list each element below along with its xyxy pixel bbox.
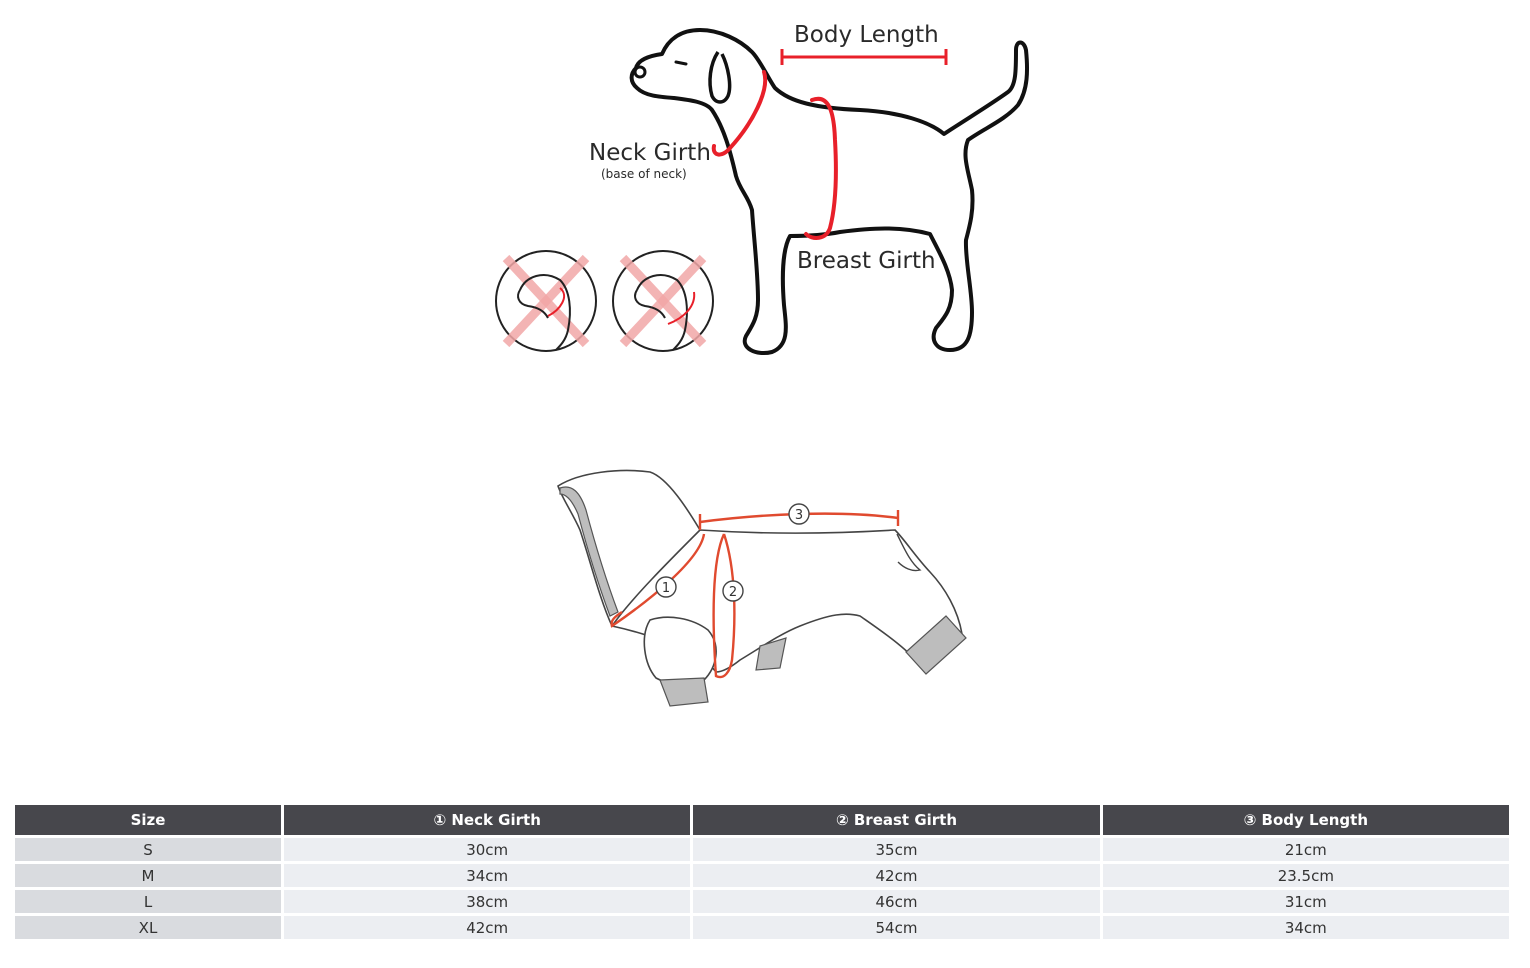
neck-girth-label: Neck Girth <box>589 140 711 166</box>
wrong-example-2 <box>613 251 713 351</box>
breast-girth-label: Breast Girth <box>797 248 936 274</box>
svg-text:1: 1 <box>661 581 671 596</box>
body-length-cell: 23.5cm <box>1103 864 1509 887</box>
header-size: Size <box>15 805 281 835</box>
neck-girth-cell: 30cm <box>284 838 690 861</box>
table-row <box>15 890 1509 913</box>
dog-nose <box>635 67 645 77</box>
neck-girth-line <box>714 72 765 155</box>
body-length-label: Body Length <box>794 22 939 48</box>
size-cell: L <box>15 890 281 913</box>
garment-measurement-diagram <box>548 462 978 712</box>
body-length-bracket <box>782 49 946 65</box>
table-header-row <box>15 805 1509 835</box>
neck-girth-cell: 38cm <box>284 890 690 913</box>
breast-girth-cell: 54cm <box>693 916 1099 939</box>
dog-ear <box>710 52 730 102</box>
breast-girth-cell: 35cm <box>693 838 1099 861</box>
size-cell: M <box>15 864 281 887</box>
breast-girth-cell: 42cm <box>693 864 1099 887</box>
neck-girth-sublabel: (base of neck) <box>601 167 687 181</box>
size-cell: S <box>15 838 281 861</box>
wrong-example-1 <box>496 251 596 351</box>
header-body-length: ③ Body Length <box>1103 805 1509 835</box>
header-neck-girth: ① Neck Girth <box>284 805 690 835</box>
marker-1 <box>656 577 676 597</box>
dog-measurement-diagram <box>480 20 1040 365</box>
neck-girth-cell: 34cm <box>284 864 690 887</box>
body-length-cell: 21cm <box>1103 838 1509 861</box>
marker-2 <box>723 581 743 601</box>
svg-text:3: 3 <box>794 508 804 523</box>
garment-front-leg <box>644 617 716 684</box>
size-chart-table <box>12 802 1512 942</box>
table-row <box>15 838 1509 861</box>
svg-text:2: 2 <box>728 585 738 600</box>
neck-girth-cell: 42cm <box>284 916 690 939</box>
body-length-cell: 31cm <box>1103 890 1509 913</box>
marker-3 <box>789 504 809 524</box>
table-row <box>15 916 1509 939</box>
table-row <box>15 864 1509 887</box>
front-cuff-rib <box>660 678 708 706</box>
breast-girth-line <box>806 99 836 238</box>
dog-eye <box>676 62 686 64</box>
body-length-cell: 34cm <box>1103 916 1509 939</box>
header-breast-girth: ② Breast Girth <box>693 805 1099 835</box>
breast-girth-cell: 46cm <box>693 890 1099 913</box>
size-cell: XL <box>15 916 281 939</box>
